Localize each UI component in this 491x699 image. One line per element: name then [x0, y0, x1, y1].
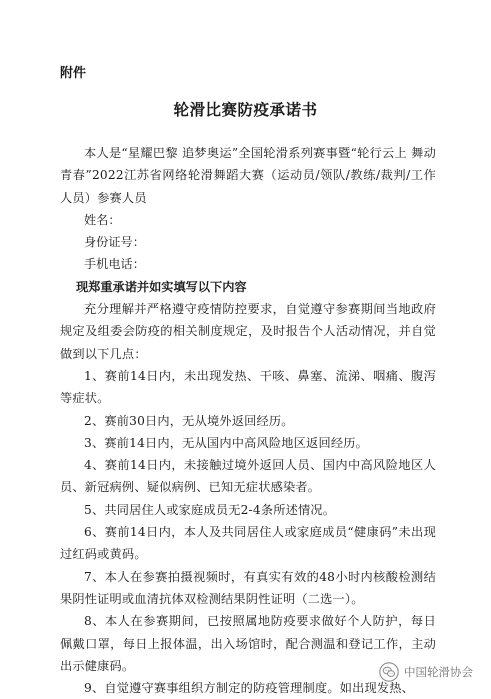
attachment-label: 附件: [60, 66, 87, 81]
document-title: 轮滑比赛防疫承诺书: [173, 101, 318, 119]
wechat-icon: [379, 662, 399, 682]
pledge-item-3: 3、赛前14日内，无从国内中高风险地区返回经历。: [84, 435, 368, 450]
watermark: [379, 662, 473, 682]
pledge-heading: 现郑重承诺并如实填写以下内容: [76, 279, 247, 294]
pledge-item-1: 1、赛前14日内，未出现发热、干咳、鼻塞、流涕、咽痛、腹泻等症状。: [60, 368, 436, 406]
pledge-item-8: 8、本人在参赛期间，已按照属地防疫要求做好个人防护，每日佩戴口罩，每日上报体温，出入场馆时，配合测温和登记工作，主动出示健康码。: [60, 614, 436, 673]
pledge-item-2: 2、赛前30日内，无从境外返回经历。: [84, 413, 294, 428]
pledge-item-5: 5、共同居住人或家庭成员无2-4条所述情况。: [84, 502, 336, 517]
document-body: [60, 142, 436, 699]
pledge-item-7: 7、本人在参赛拍摄视频时，有真实有效的48小时内核酸检测结果阴性证明或血清抗体双检测结果阴性证明（二选一）。: [60, 569, 436, 606]
intro-paragraph: 本人是“星耀巴黎 追梦奥运”全国轮滑系列赛事暨“轮行云上 舞动青春”2022江苏省网络轮滑舞蹈大赛（运动员/领队/教练/裁判/工作人员）参赛人员: [60, 146, 436, 205]
name-field-label: 姓名：: [84, 212, 121, 227]
pledge-item-6: 6、赛前14日内，本人及共同居住人或家庭成员“健康码”未出现过红码或黄码。: [60, 525, 436, 562]
pledge-item-9: 9、自觉遵守赛事组织方制定的防疫管理制度。如出现发热、: [84, 681, 415, 696]
phone-field-label: 手机电话：: [84, 257, 145, 272]
pledge-item-4: 4、赛前14日内，未接触过境外返回人员、国内中高风险地区人员、新冠病例、疑似病例、已知无症状感染者。: [60, 458, 436, 495]
preamble-paragraph: 充分理解并严格遵守疫情防控要求，自觉遵守参赛期间当地政府规定及组委会防疫的相关制度规定，及时报告个人活动情况，并自觉做到以下几点：: [60, 302, 436, 361]
watermark-text: 中国轮滑协会: [404, 665, 473, 679]
id-number-field-label: 身份证号：: [84, 235, 145, 250]
